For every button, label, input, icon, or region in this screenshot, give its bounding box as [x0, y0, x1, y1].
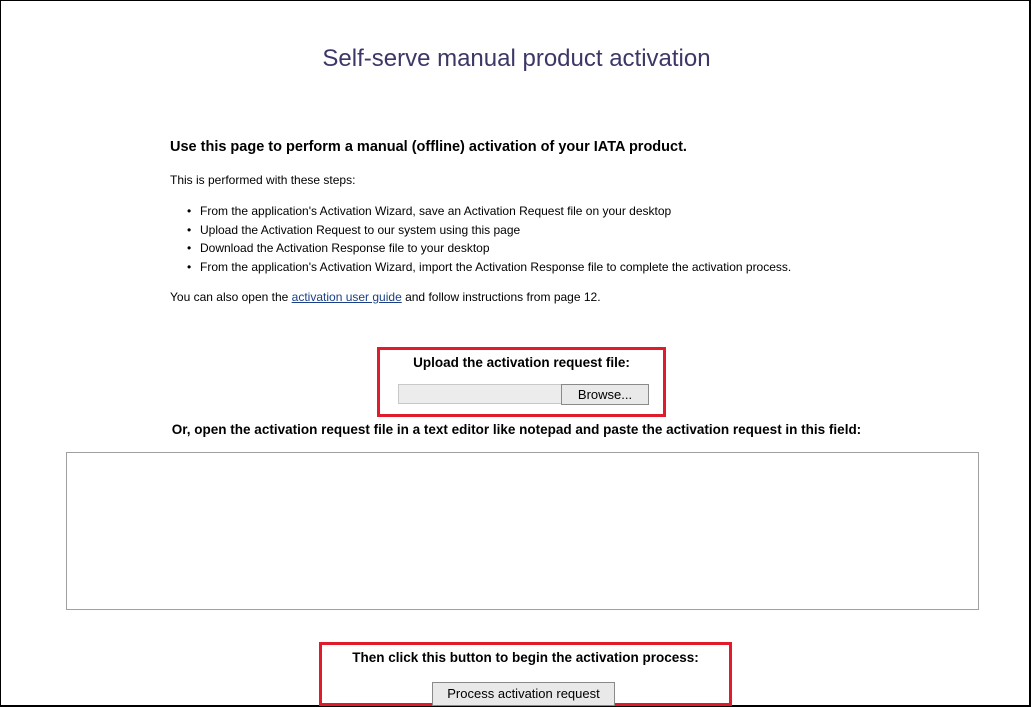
- process-highlight-box: [319, 642, 732, 706]
- upload-label: Upload the activation request file:: [413, 355, 630, 370]
- steps-list: [170, 202, 791, 276]
- process-activation-request-button[interactable]: Process activation request: [432, 682, 615, 706]
- step-item: • Upload the Activation Request to our system using this page: [170, 221, 791, 240]
- guide-line: [170, 290, 601, 304]
- page-title: Self-serve manual product activation: [322, 45, 711, 72]
- intro-text: This is performed with these steps:: [170, 173, 356, 187]
- guide-prefix: You can also open the: [170, 290, 292, 304]
- step-item: • From the application's Activation Wizard, import the Activation Response file to complete the activation process.: [170, 258, 791, 277]
- activation-user-guide-link[interactable]: activation user guide: [291, 290, 402, 304]
- intro-heading: Use this page to perform a manual (offline) activation of your IATA product.: [170, 139, 687, 155]
- activation-request-textarea[interactable]: [66, 452, 979, 610]
- process-label: Then click this button to begin the activation process:: [352, 650, 699, 665]
- step-item: • From the application's Activation Wizard, save an Activation Request file on your desktop: [170, 202, 791, 221]
- paste-label: Or, open the activation request file in a text editor like notepad and paste the activation request in this field:: [171, 422, 862, 437]
- upload-highlight-box: [377, 347, 666, 417]
- browse-button[interactable]: Browse...: [561, 384, 649, 405]
- step-item: • Download the Activation Response file to your desktop: [170, 239, 791, 258]
- guide-suffix: and follow instructions from page 12.: [401, 290, 601, 304]
- file-path-field[interactable]: [398, 384, 561, 404]
